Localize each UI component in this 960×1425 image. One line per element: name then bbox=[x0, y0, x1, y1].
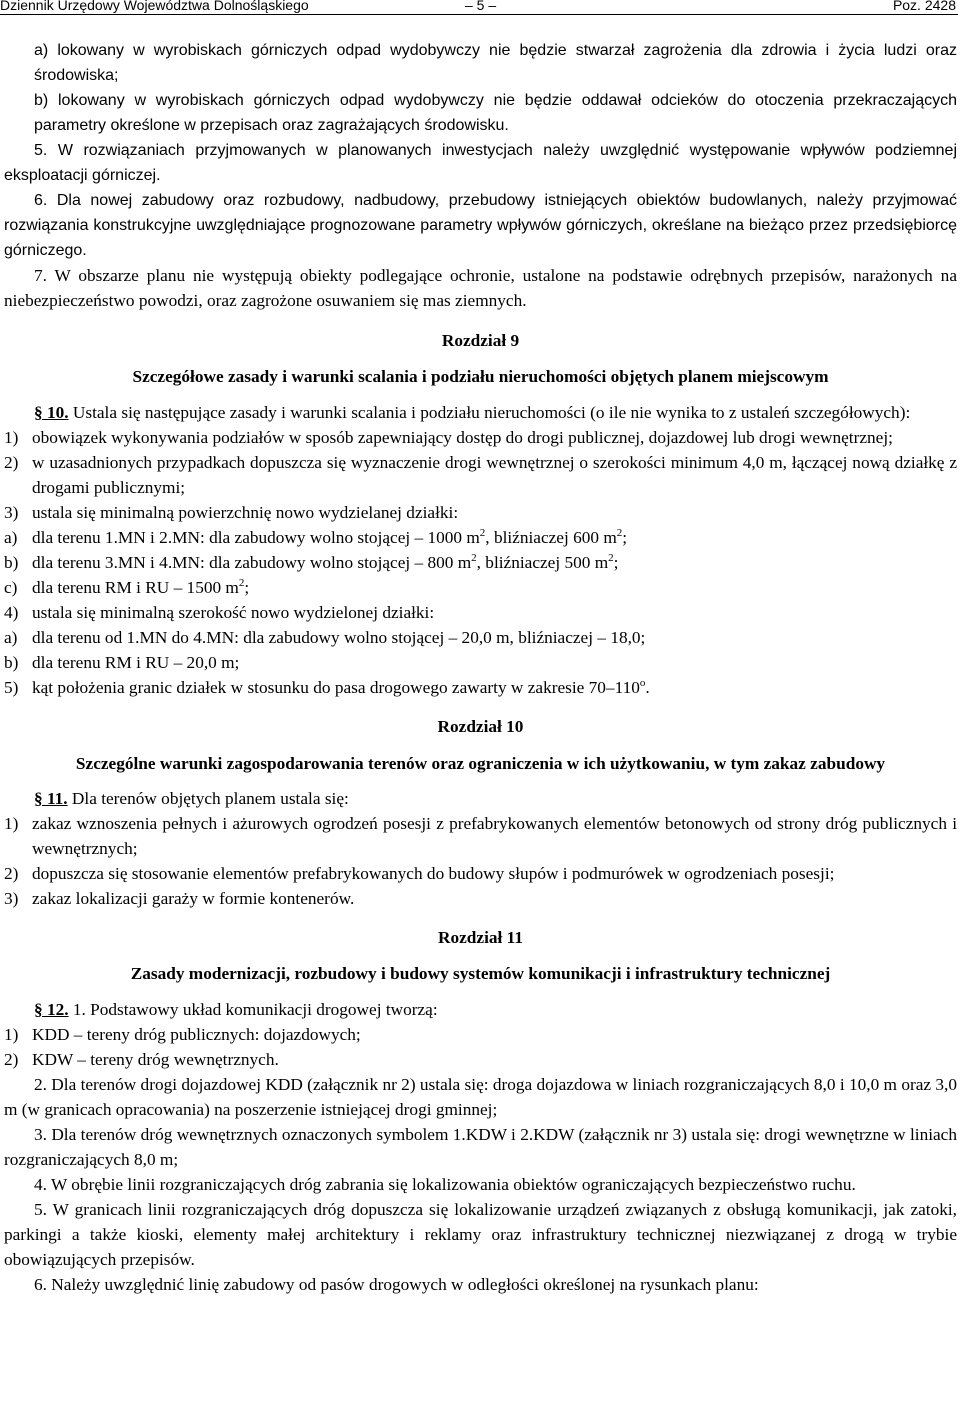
paragraph-12-2: 2. Dla terenów drogi dojazdowej KDD (załącznik nr 2) ustala się: droga dojazdowa w liniach rozgraniczających 8,0 i 10,0 m oraz 3,0 m (w granicach opracowania) na poszerzenie istniejącej drogi gminnej; bbox=[4, 1075, 957, 1119]
list-item: 3) zakaz lokalizacji garaży w formie kontenerów. bbox=[4, 889, 355, 908]
section-12-mark: § 12. bbox=[34, 1000, 69, 1019]
paragraph-12-3: 3. Dla terenów dróg wewnętrznych oznaczonych symbolem 1.KDW i 2.KDW (załącznik nr 3) ustala się: drogi wewnętrzne w liniach rozgraniczających 8,0 m; bbox=[4, 1125, 957, 1169]
chapter-11-title: Zasady modernizacji, rozbudowy i budowy systemów komunikacji i infrastruktury technicznej bbox=[130, 964, 831, 983]
list-item: 2) dopuszcza się stosowanie elementów prefabrykowanych do budowy słupów i podmurówek w ogrodzeniach posesji; bbox=[4, 864, 835, 883]
section-10-text: Ustala się następujące zasady i warunki scalania i podziału nieruchomości (o ile nie wynika to z ustaleń szczegółowych): bbox=[68, 403, 911, 422]
journal-title: Dziennik Urzędowy Województwa Dolnośląskiego bbox=[0, 0, 309, 13]
paragraph-12-4: 4. W obrębie linii rozgraniczających dróg zabrania się lokalizowania obiektów ograniczających bezpieczeństwo ruchu. bbox=[34, 1175, 856, 1194]
section-11-text: Dla terenów objętych planem ustala się: bbox=[67, 789, 349, 808]
list-item: 5) kąt położenia granic działek w stosunku do pasa drogowego zawarty w zakresie 70–110$^o$. bbox=[4, 677, 650, 697]
section-12-text: 1. Podstawowy układ komunikacji drogowej tworzą: bbox=[68, 1000, 438, 1019]
paragraph-12-6: 6. Należy uwzględnić linię zabudowy od pasów drogowych w odległości określonej na rysunkach planu: bbox=[34, 1275, 759, 1294]
paragraph-7: 7. W obszarze planu nie występują obiekty podlegające ochronie, ustalone na podstawie odrębnych przepisów, narażonych na niebezpieczeństwo powodzi, oraz zagrożone osuwaniem się mas ziemnych. bbox=[4, 266, 957, 310]
list-item: 1) zakaz wznoszenia pełnych i ażurowych ogrodzeń posesji z prefabrykowanych elementów betonowych od strony dróg publicznych i wewnętrznych; bbox=[4, 814, 957, 858]
sub-item-3c: c) dla terenu RM i RU – 1500 $m^2$; bbox=[4, 577, 250, 597]
list-item: 1) KDD – tereny dróg publicznych: dojazdowych; bbox=[4, 1025, 361, 1044]
paragraph-6: 6. Dla nowej zabudowy oraz rozbudowy, nadbudowy, przebudowy istniejących obiektów budowlanych, należy przyjmować rozwiązania konstrukcyjne uwzględniające prognozowane parametry wpływów górniczych, określane na bieżąco przez przedsiębiorcę górniczego. bbox=[4, 192, 957, 259]
position-number: Poz. 2428 bbox=[892, 0, 956, 13]
sub-item-4b: b) dla terenu RM i RU – 20,0 m; bbox=[4, 653, 240, 672]
section-11-mark: § 11. bbox=[34, 789, 68, 808]
list-item: 4) ustala się minimalną szerokość nowo wydzielonej działki: bbox=[4, 603, 435, 622]
sub-item-3a: a) dla terenu 1.MN i 2.MN: dla zabudowy wolno stojącej – 1000 $m^2$, bliźniaczej 600 $m^2$; bbox=[4, 527, 628, 547]
page-number: – 5 – bbox=[465, 0, 497, 13]
chapter-9-title: Szczegółowe zasady i warunki scalania i podziału nieruchomości objętych planem miejscowym bbox=[132, 367, 829, 386]
paragraph-a: a) lokowany w wyrobiskach górniczych odpad wydobywczy nie będzie stwarzał zagrożenia dla zdrowia i życia ludzi oraz środowiska; bbox=[34, 42, 957, 84]
page-header bbox=[0, 0, 958, 15]
list-item: 3) ustala się minimalną powierzchnię nowo wydzielanej działki: bbox=[4, 503, 459, 522]
sub-item-4a: a) dla terenu od 1.MN do 4.MN: dla zabudowy wolno stojącej – 20,0 m, bliźniaczej – 18,0; bbox=[4, 628, 646, 647]
list-item: 2) w uzasadnionych przypadkach dopuszcza się wyznaczenie drogi wewnętrznej o szerokości minimum 4,0 m, łączącej nową działkę z drogami publicznymi; bbox=[4, 453, 957, 497]
sub-item-3b: b) dla terenu 3.MN i 4.MN: dla zabudowy wolno stojącej – 800 $m^2$, bliźniaczej 500 $m^2$; bbox=[4, 552, 619, 572]
document-body bbox=[4, 38, 957, 1297]
paragraph-12-5: 5. W granicach linii rozgraniczających dróg dopuszcza się lokalizowanie urządzeń związanych z obsługą komunikacji, jak zatoki, parkingi a także kioski, elementy małej architektury i reklamy oraz infrastruktury technicznej niezwiązanej z drogą w trybie obowiązujących przepisów. bbox=[4, 1200, 957, 1269]
chapter-10-title: Szczególne warunki zagospodarowania terenów oraz ograniczenia w ich użytkowaniu, w tym zakaz zabudowy bbox=[75, 754, 886, 773]
chapter-11-label: Rozdział 11 bbox=[438, 928, 523, 947]
list-item: 2) KDW – tereny dróg wewnętrznych. bbox=[4, 1050, 279, 1069]
section-10-mark: § 10. bbox=[34, 403, 69, 422]
section-12-intro bbox=[4, 997, 957, 1022]
paragraph-5: 5. W rozwiązaniach przyjmowanych w planowanych inwestycjach należy uwzględnić występowanie wpływów podziemnej eksploatacji górniczej. bbox=[4, 142, 957, 184]
list-item: 1) obowiązek wykonywania podziałów w sposób zapewniający dostęp do drogi publicznej, dojazdowej lub drogi wewnętrznej; bbox=[4, 428, 893, 447]
section-11-intro bbox=[4, 786, 957, 811]
chapter-10-label: Rozdział 10 bbox=[437, 717, 524, 736]
chapter-9-label: Rozdział 9 bbox=[441, 331, 520, 350]
paragraph-b: b) lokowany w wyrobiskach górniczych odpad wydobywczy nie będzie oddawał odcieków do otoczenia przekraczających parametry określone w przepisach oraz zagrażających środowisku. bbox=[34, 92, 957, 134]
section-10-intro bbox=[4, 400, 957, 425]
